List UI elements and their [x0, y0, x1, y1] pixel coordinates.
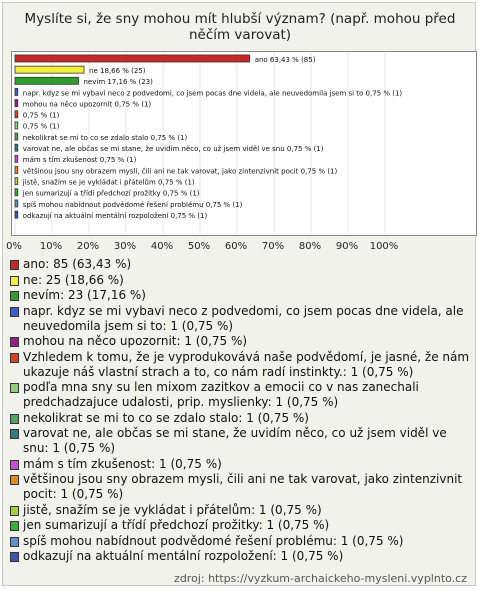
legend-swatch — [10, 337, 19, 347]
bar-label: mám s tím zkušenost 0,75 % (1) — [22, 156, 137, 165]
bar-label: varovat ne, ale občas se mi stane, že uvidím něco, co už jsem viděl ve snu 0,75 % (1) — [22, 145, 324, 153]
bar-label: většinou jsou sny obrazem mysli, čili ani ne tak varovat, jako zintenzivnit pocit 0,75 % (1) — [22, 167, 338, 176]
legend-item — [9, 304, 471, 334]
bar-label: 0,75 % (1) — [22, 122, 60, 131]
x-tick-label: 90% — [335, 241, 359, 252]
legend-item — [9, 457, 471, 472]
legend-item — [9, 472, 471, 502]
legend-label: odkazují na aktuální mentální rozpoložení: 1 (0,75 %) — [23, 549, 344, 563]
x-tick-label: 50% — [187, 241, 211, 252]
x-tick-label: 60% — [224, 241, 248, 252]
bar-label: 0,75 % (1) — [22, 111, 60, 120]
bar-label: nevím 17,16 % (23) — [83, 78, 153, 87]
bar — [15, 100, 18, 107]
bar — [15, 77, 78, 84]
x-tick-label: 100% — [369, 241, 399, 252]
x-tick-label: 40% — [150, 241, 174, 252]
legend-item — [9, 380, 471, 410]
bar-label: jen sumarizují a třídí předchozí prožitky 0,75 % (1) — [22, 189, 200, 198]
legend-label: Vzhledem k tomu, že je vyprodukovává naše podvědomí, je jasné, že nám ukazuje náš vlastní strach a to, co nám radí instinkty.: 1 (0,75 %) — [23, 349, 470, 379]
x-tick-label: 30% — [113, 241, 137, 252]
legend-swatch — [10, 475, 19, 485]
legend-swatch — [10, 460, 19, 470]
legend-label: nekolikrat se mi to co se zdalo stalo: 1 (0,75 %) — [23, 410, 309, 425]
legend-label: jen sumarizují a třídí předchozí prožitky: 1 (0,75 %) — [23, 518, 330, 532]
plot-area — [11, 51, 477, 236]
legend-swatch — [10, 414, 19, 424]
bar — [15, 211, 18, 218]
bar — [15, 111, 18, 118]
x-tick-label: 0% — [6, 241, 22, 252]
x-tick-label: 80% — [298, 241, 322, 252]
legend-label: ano: 85 (63,43 %) — [23, 257, 132, 271]
legend-swatch — [10, 307, 19, 317]
legend-item — [9, 426, 471, 456]
legend-label: varovat ne, ale občas se mi stane, že uvidím něco, co už jsem viděl ve snu: 1 (0,75 %) — [23, 426, 447, 455]
legend-swatch — [10, 537, 19, 547]
bar-label: nekolikrat se mi to co se zdalo stalo 0,75 % (1) — [22, 133, 188, 142]
bar-label: odkazují na aktuální mentální rozpoložení 0,75 % (1) — [22, 211, 208, 220]
legend-swatch — [10, 353, 19, 363]
chart-frame — [2, 2, 476, 586]
legend — [9, 257, 471, 565]
legend-item — [9, 411, 471, 426]
legend-item — [9, 549, 471, 564]
legend-label: napr. kdyz se mi vybavi neco z podvedomi, co jsem pocas dne videla, ale neuvedomila jsem si to: 1 (0,75 %) — [23, 303, 464, 333]
bar — [15, 155, 18, 162]
legend-label: jistě, snažím se je vykládat i přátelům: 1 (0,75 %) — [23, 502, 322, 517]
legend-item — [9, 257, 471, 272]
legend-swatch — [10, 383, 19, 393]
chart-title: Myslíte si, že sny mohou mít hlubší význam? (např. mohou před něčím varovat) — [24, 11, 456, 43]
x-axis — [3, 237, 477, 253]
legend-label: nevím: 23 (17,16 %) — [23, 288, 146, 302]
legend-swatch — [10, 506, 19, 516]
x-tick-label: 70% — [261, 241, 285, 252]
legend-label: mohou na něco upozornit: 1 (0,75 %) — [23, 334, 248, 348]
bar — [15, 200, 18, 207]
legend-swatch — [10, 291, 19, 301]
bar-label: mohou na něco upozornit 0,75 % (1) — [22, 100, 152, 109]
legend-swatch — [10, 521, 19, 531]
bar — [15, 144, 18, 151]
legend-swatch — [10, 260, 19, 270]
legend-label: mám s tím zkušenost: 1 (0,75 %) — [23, 456, 222, 471]
legend-label: ne: 25 (18,66 %) — [23, 272, 124, 287]
bar — [15, 189, 18, 196]
legend-swatch — [10, 276, 19, 286]
legend-item — [9, 518, 471, 533]
bar — [15, 178, 18, 185]
legend-item — [9, 534, 471, 549]
bar — [15, 167, 18, 174]
bar-label: jistě, snažím se je vykládat i přátelům 0,75 % (1) — [22, 178, 195, 187]
legend-label: většinou jsou sny obrazem mysli, čili ani ne tak varovat, jako zintenzivnit pocit: 1 (0,75 %) — [23, 472, 463, 501]
legend-label: spíš mohou nabídnout podvědomé řešení problému: 1 (0,75 %) — [23, 533, 404, 548]
bar-label: napr. kdyz se mi vybavi neco z podvedomi, co jsem pocas dne videla, ale neuvedomila jsem si to 0,75 % (1) — [22, 89, 403, 98]
source-credit: zdroj: https://vyzkum-archaickeho-mysleni.vyplnto.cz — [174, 572, 467, 585]
bar — [15, 88, 18, 95]
bar — [15, 66, 84, 73]
bar-label: ne 18,66 % (25) — [89, 66, 146, 75]
x-tick-label: 20% — [76, 241, 100, 252]
legend-item — [9, 334, 471, 349]
legend-item — [9, 350, 471, 380]
bar — [15, 122, 18, 129]
bar-label: ano 63,43 % (85) — [254, 55, 316, 64]
legend-item — [9, 288, 471, 303]
legend-item — [9, 503, 471, 518]
bar-label: spíš mohou nabídnout podvědomé řešení problému 0,75 % (1) — [22, 200, 243, 209]
bar — [15, 133, 18, 140]
bar-chart — [12, 52, 476, 235]
legend-label: podľa mna sny su len mixom zazitkov a emocii co v nas zanechali predchadzajuce udalosti, prip. myslienky: 1 (0,75 %) — [23, 380, 419, 409]
legend-swatch — [10, 429, 19, 439]
x-tick-label: 10% — [39, 241, 63, 252]
bar — [15, 55, 250, 62]
legend-item — [9, 273, 471, 288]
legend-swatch — [10, 552, 19, 562]
